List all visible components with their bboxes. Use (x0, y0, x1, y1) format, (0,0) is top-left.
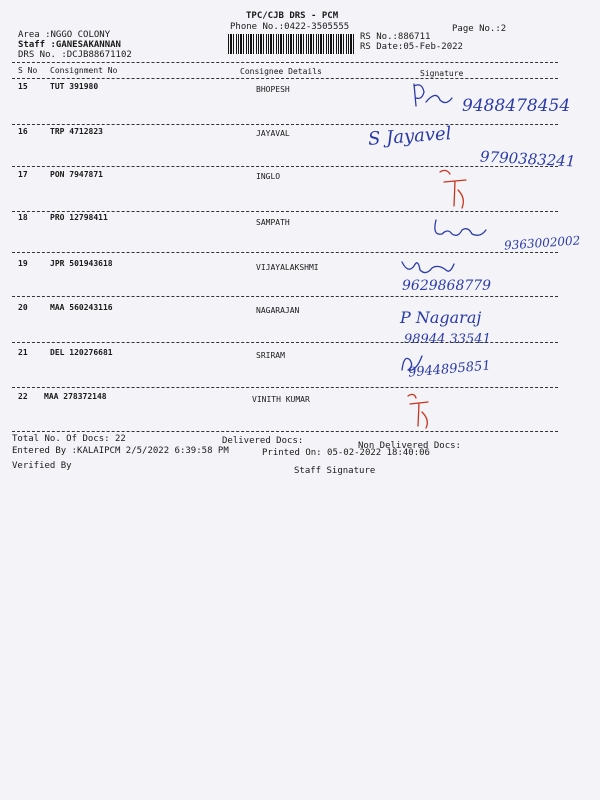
sheet-title: TPC/CJB DRS - PCM (246, 11, 339, 21)
row-19-consignment: JPR 501943618 (50, 259, 113, 268)
row-16-phone: 9790383241 (479, 147, 576, 171)
row-21-consignment: DEL 120276681 (50, 348, 113, 357)
row-22-consignment: MAA 278372148 (44, 392, 107, 401)
row-19-phone: 9629868779 (402, 278, 492, 294)
row-20-sno: 20 (18, 303, 28, 312)
row-18-sno: 18 (18, 213, 28, 222)
row-22-consignee: VINITH KUMAR (252, 395, 310, 404)
row-16-sno: 16 (18, 127, 28, 136)
row-15-phone: 9488478454 (462, 96, 571, 116)
rs-number: RS No.:886711 (360, 32, 431, 42)
row-divider (12, 252, 558, 253)
area-label: Area :NGGO COLONY (18, 30, 111, 40)
printed-on: Printed On: 05-02-2022 18:40:06 (262, 448, 430, 458)
row-17-consignment: PON 7947871 (50, 170, 103, 179)
row-19-signature (398, 256, 458, 280)
row-divider (12, 296, 558, 297)
row-15-consignee: BHOPESH (256, 85, 290, 94)
row-divider (12, 387, 558, 388)
row-15-consignment: TUT 391980 (50, 82, 99, 91)
row-17-consignee: INGLO (256, 172, 281, 181)
row-16-signature: S Jayavel (367, 123, 453, 150)
row-21-phone: 9944895851 (407, 358, 492, 381)
header-divider (12, 62, 558, 63)
row-21-consignee: SRIRAM (256, 351, 285, 360)
column-header-consignment: Consignment No (50, 66, 118, 75)
row-20-consignee: NAGARAJAN (256, 306, 300, 315)
column-header-signature: Signature (420, 69, 464, 78)
column-header-sno: S No (18, 66, 38, 75)
row-16-consignee: JAYAVAL (256, 129, 290, 138)
staff-label: Staff :GANESAKANNAN (18, 40, 121, 50)
row-divider (12, 431, 558, 432)
total-docs: Total No. Of Docs: 22 (12, 434, 126, 444)
verified-by: Verified By (12, 461, 72, 471)
non-delivered-docs: Non Delivered Docs: (358, 441, 461, 451)
phone-number: Phone No.:0422-3505555 (230, 22, 350, 32)
rs-date: RS Date:05-Feb-2022 (360, 42, 463, 52)
row-18-signature (430, 214, 500, 244)
row-19-consignee: VIJAYALAKSHMI (256, 263, 319, 272)
row-20-phone: 98944 33541 (404, 332, 491, 347)
column-header-consignee: Consignee Details (240, 67, 322, 76)
entered-by: Entered By :KALAIPCM 2/5/2022 6:39:58 PM (12, 446, 229, 456)
column-divider (12, 78, 558, 79)
row-17-signature (436, 168, 476, 212)
row-divider (12, 211, 558, 212)
row-19-sno: 19 (18, 259, 28, 268)
row-15-signature (408, 80, 458, 114)
drs-number: DRS No. :DCJB88671102 (18, 50, 132, 60)
row-22-sno: 22 (18, 392, 28, 401)
row-divider (12, 124, 558, 125)
staff-signature-label: Staff Signature (294, 466, 376, 476)
row-15-sno: 15 (18, 82, 28, 91)
row-20-signature: P Nagaraj (400, 308, 482, 327)
row-20-consignment: MAA 560243116 (50, 303, 113, 312)
barcode (228, 34, 354, 54)
row-divider (12, 342, 558, 343)
row-17-sno: 17 (18, 170, 28, 179)
page-number: Page No.:2 (452, 24, 507, 34)
row-18-consignment: PRO 12798411 (50, 213, 108, 222)
row-18-consignee: SAMPATH (256, 218, 290, 227)
row-18-phone: 9363002002 (503, 233, 581, 253)
row-21-sno: 21 (18, 348, 28, 357)
delivered-docs: Delivered Docs: (222, 436, 304, 446)
row-16-consignment: TRP 4712823 (50, 127, 103, 136)
row-divider (12, 166, 558, 167)
row-22-signature (402, 392, 438, 432)
